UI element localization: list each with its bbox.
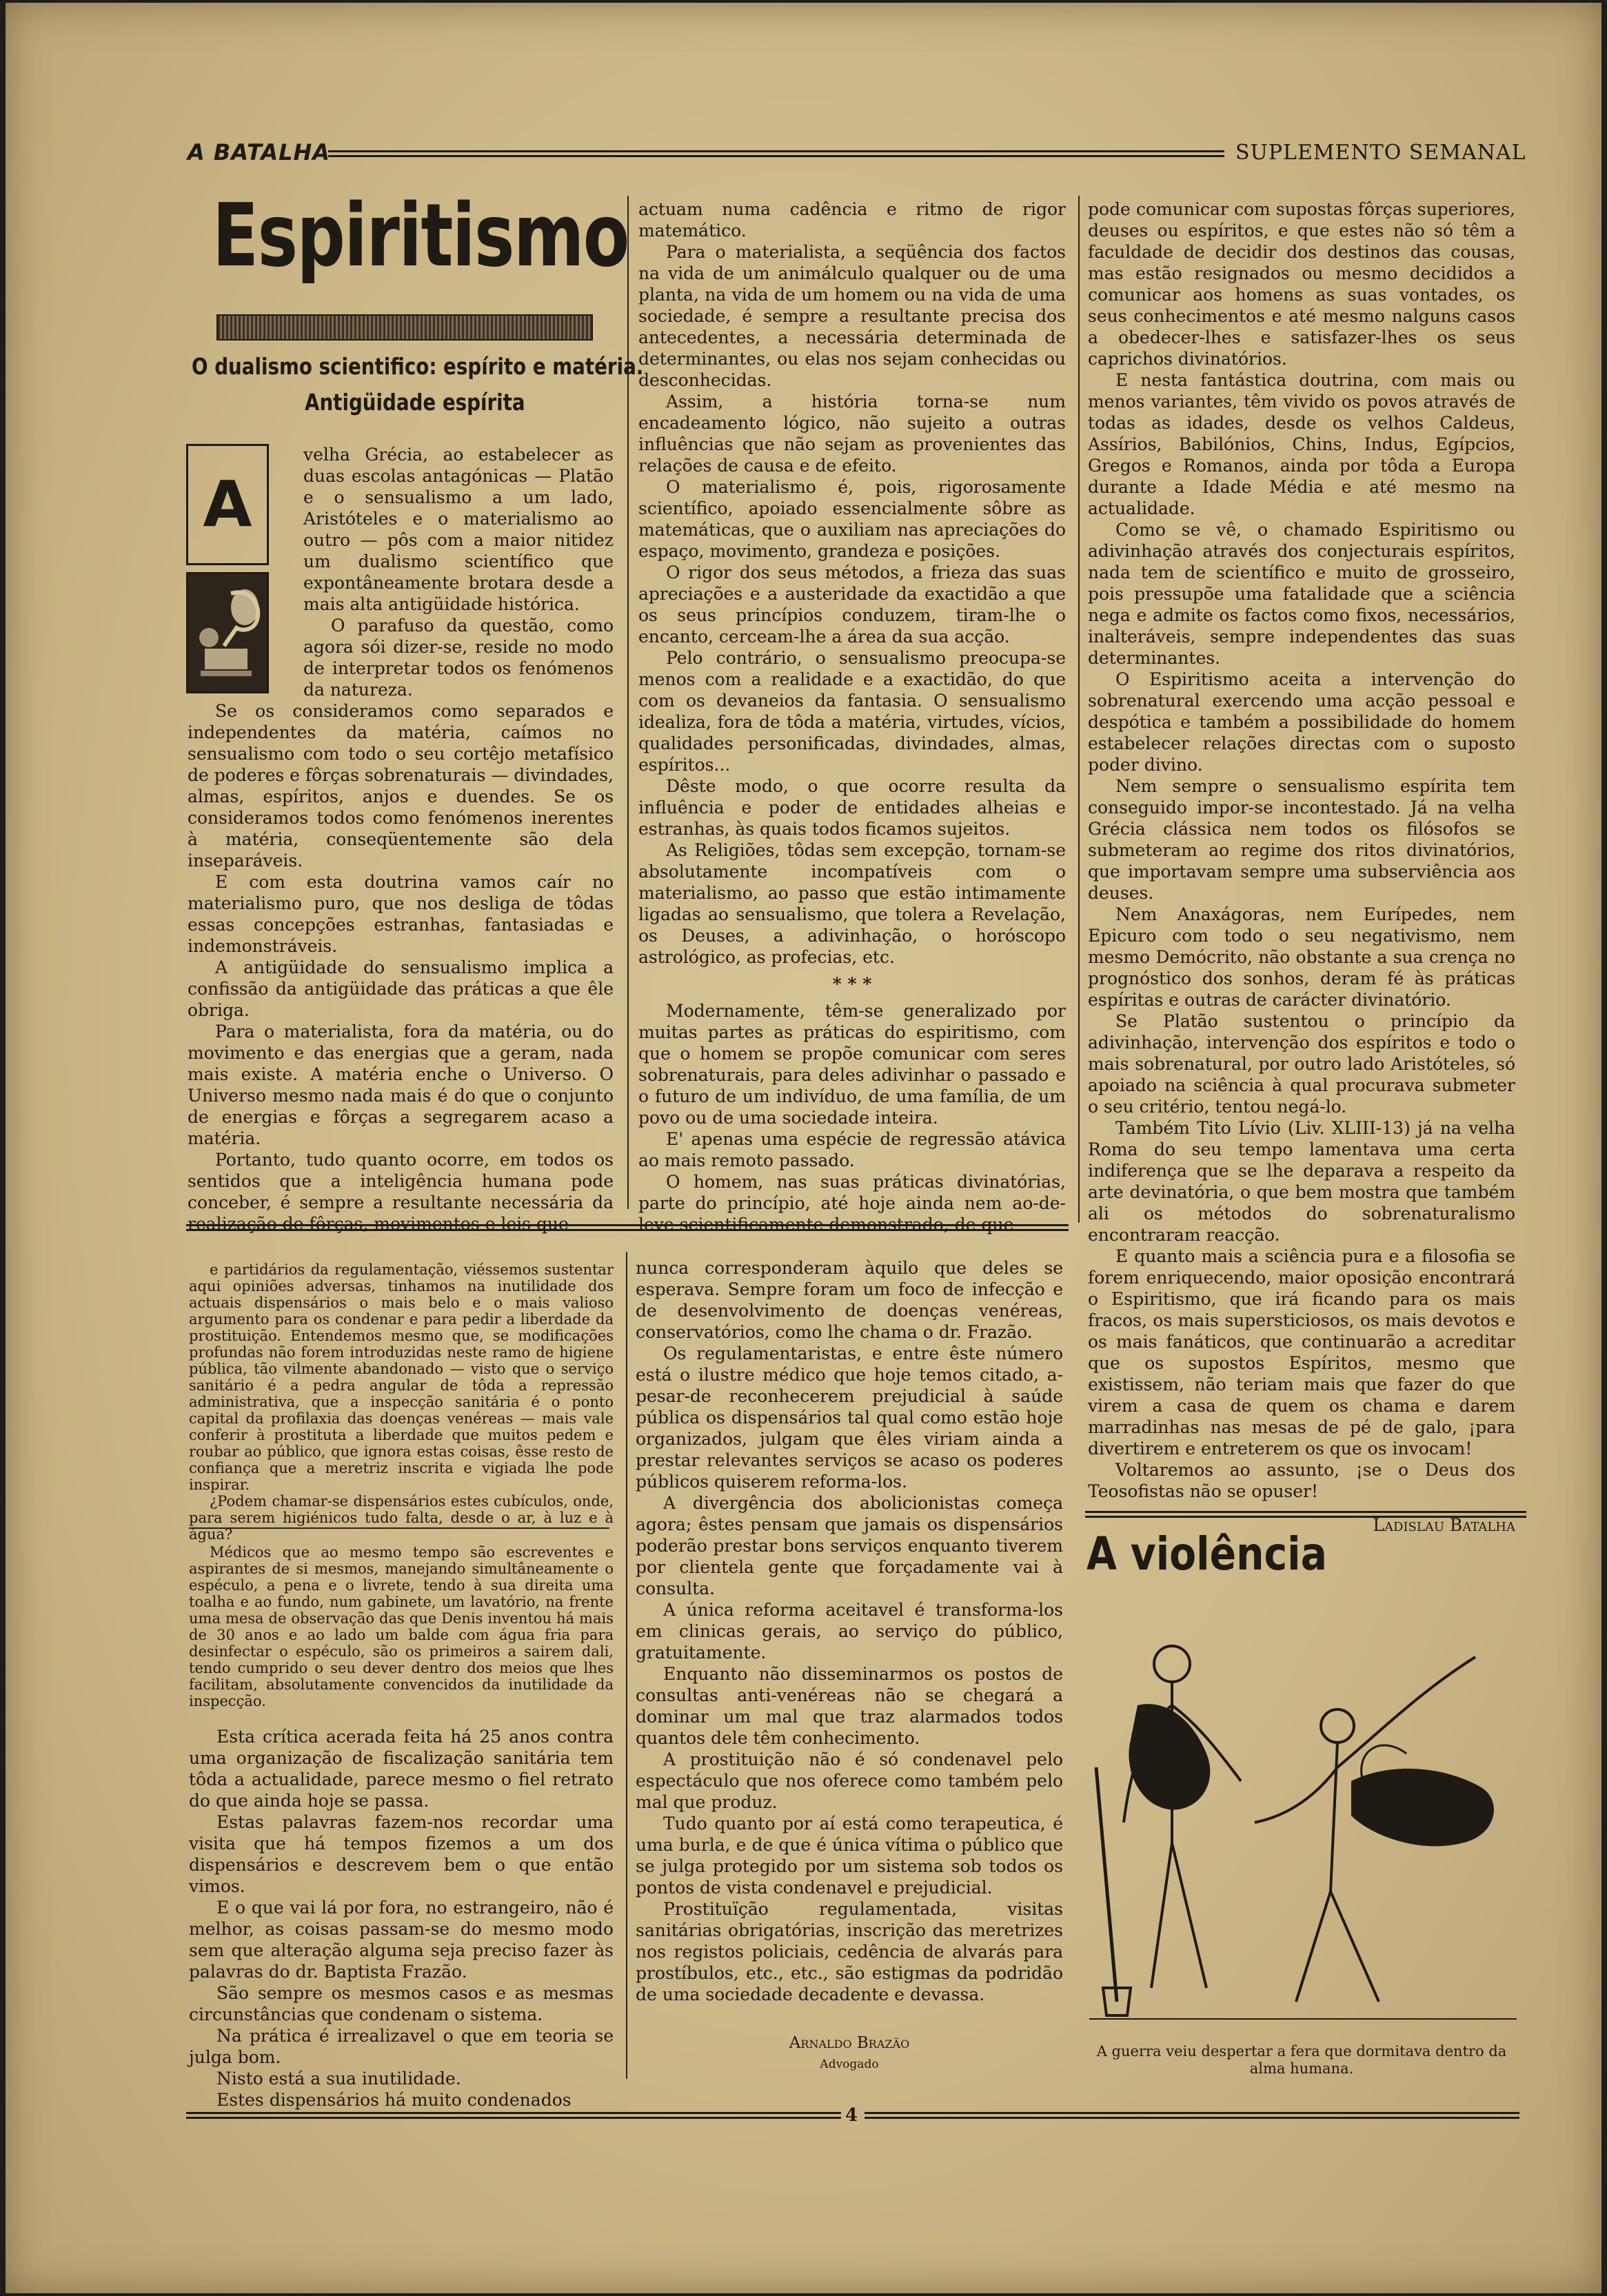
article1-col3-para-8: Também Tito Lívio (Liv. XLIII-13) já na velha Roma do seu tempo lamentava uma certa indiferença que se lhe deparava a respeito da arte devinatória, o que bem mostra que também ali os métodos do sobrenaturalismo encontraram reacção. (1088, 1118, 1515, 1245)
article2-signature: Arnaldo Brazão (789, 2034, 910, 2052)
section-label: SUPLEMENTO SEMANAL (1235, 141, 1526, 165)
article1-para-4: E com esta doutrina vamos caír no materialismo puro, que nos desliga de tôdas essas concepções estranhas, fantasiadas e indemonstráveis. (188, 872, 614, 956)
article1-col2-para-10: E' apenas uma espécie de regressão atávica ao mais remoto passado. (638, 1129, 1066, 1170)
article2-signature-role: Advogado (820, 2058, 879, 2071)
article1-col2-para-2: Para o materialista, a seqüência dos factos na vida de um animálculo qualquer ou de uma planta, na vida de um homem ou na vida de uma sociedade, é sempre a resultante precisa dos antecedentes, a necessária determinada de determinantes, ou elas nos sejam conhecidas ou desconhecidas. (638, 242, 1066, 390)
article1-col2-para-11: O homem, nas suas práticas divinatórias, parte do princípio, até hoje ainda nem ao-de-leve scientificamente demonstrado, de que (638, 1172, 1066, 1235)
title-ornament-bar (216, 314, 593, 341)
article2-para-6: Nisto está a sua inutilidade. (216, 2069, 461, 2089)
article2-col2-para-6: A prostituição não é só condenavel pelo espectáculo que nos oferece como também pelo mal que produz. (636, 1749, 1063, 1812)
column-divider (627, 196, 629, 1209)
article1-signature: Ladislau Batalha (1373, 1515, 1515, 1535)
article2-quote-1: e partidários da regulamentação, viéssemos sustentar aqui opiniões adversas, tinhamos na inutilidade dos actuais dispensários o mais belo e o mais valioso argumento para os condenar e para pedir a liberdade da prostituição. Entendemos mesmo que, se modificações profundas não forem introduzidas neste ramo de higiene pública, tão vilmente abandonado — visto que o serviço sanitário é a pedra angular de tôda a repressão administrativa, que a inspecção sanitária é o ponto capital da profilaxia das doenças venéreas — mais vale conferir à prostituta a liberdade que muitos pedem e roubar ao público, que ignora estas coisas, êsse resto de confiança que a meretriz inscrita e vigiada lhe pode inspirar. (189, 1261, 614, 1493)
section-separator: * * * (832, 974, 872, 994)
section-rule (186, 1224, 1069, 1231)
article2-col2-para-8: Prostituïção regulamentada, visitas sanitárias obrigatórias, inscrição das meretrizes nos registos policiais, cedência de alvarás para prostíbulos, etc., etc., são estigmas da podridão de uma sociedade decadente e devassa. (636, 1899, 1063, 2004)
article2-col2-para-1: nunca corresponderam àquilo que deles se esperava. Sempre foram um foco de infecção e de desenvolvimento de doenças venéreas, conservatórios, como lhe chama o dr. Frazão. (636, 1258, 1063, 1342)
article1-para-7: Portanto, tudo quanto ocorre, em todos os sentidos que a inteligência humana pode conceber, é sempre a resultante necessária da realização de fôrças, movimentos e leis que (188, 1150, 614, 1234)
article1-column-1 (188, 444, 614, 1235)
article-subtitle: O dualismo scientifico: espírito e matéria. (192, 353, 644, 380)
article2-para-1: Esta crítica acerada feita há 25 anos contra uma organização de fiscalização sanitária tem tôda a actualidade, parece mesmo o fiel retrato do que ainda hoje se passa. (189, 1727, 614, 1811)
article1-col2-para-4: O materialismo é, pois, rigorosamente scientífico, apoiado essencialmente sôbre as matemáticas, que o auxiliam nas apreciações do espaço, movimento, grandeza e posições. (638, 477, 1066, 561)
article2-col2-para-4: A única reforma aceitavel é transforma-los em clinicas gerais, ao serviço do público, gratuitamente. (636, 1600, 1063, 1663)
article2-para-3: E o que vai lá por fora, no estrangeiro, não é melhor, as coisas passam-se do mesmo modo sem que alteração alguma seja preciso fazer às palavras do dr. Baptista Frazão. (189, 1898, 614, 1982)
article1-col3-para-10: Voltaremos ao assunto, ¡se o Deus dos Teosofistas não se opuser! (1088, 1460, 1515, 1501)
article1-col3-para-4: O Espiritismo aceita a intervenção do sobrenatural exercendo uma acção pessoal e despótica e também a possibilidade do homem estabelecer relações directas com o suposto poder divino. (1088, 669, 1515, 775)
article1-col2-para-3: Assim, a história torna-se num encadeamento lógico, não sujeito a outras influências que não sejam as provenientes das relações de causa e de efeito. (638, 392, 1066, 476)
article2-col2-para-3: A divergência dos abolicionistas começa agora; êstes pensam que jamais os dispensários poderão prestar bons serviços enquanto tiverem por clientela gente que forçadamente vai à consulta. (636, 1493, 1063, 1598)
article2-para-7: Estes dispensários há muito condenados (216, 2090, 572, 2110)
newspaper-page (6, 3, 1601, 2293)
article1-column-2 (638, 199, 1066, 1235)
article2-quote-2: ¿Podem chamar-se dispensários estes cubículos, onde, para serem higiénicos tudo falta, desde o ar, à luz e à água? (189, 1493, 614, 1543)
violencia-caption: A guerra veiu despertar a fera que dormitava dentro da alma humana. (1096, 2043, 1507, 2077)
article1-col2-para-7: Dêste modo, o que ocorre resulta da influência e poder de entidades alheias e estranhas, às quais todos ficamos sujeitos. (638, 776, 1066, 839)
article2-para-4: São sempre os mesmos casos e as mesmas circunstâncias que condenam o sistema. (189, 1983, 614, 2024)
article2-col2-para-5: Enquanto não disseminarmos os postos de consultas anti-venéreas não se chegará a dominar um mal que traz alarmados todos quantos dele têm conhecimento. (636, 1664, 1063, 1748)
column-divider (626, 1252, 627, 2079)
article1-col3-para-3: Como se vê, o chamado Espiritismo ou adivinhação através dos conjecturais espíritos, nada tem de scientífico e muito de grosseiro, pois pressupõe uma fatalidade que a sciência nega e admite os factos como fixos, necessários, inalteráveis, sempre independentes das suas determinantes. (1088, 520, 1515, 668)
quote-divider (189, 1527, 609, 1529)
masthead-rule (328, 150, 1224, 157)
article1-col2-para-5: O rigor dos seus métodos, a frieza das suas apreciações e a austeridade da exactidão a que os seus princípios conduzem, tiram-lhe o encanto, cerceam-lhe a área da sua acção. (638, 562, 1066, 647)
drop-cap: A (186, 444, 269, 565)
article1-column-3 (1088, 199, 1515, 1536)
article2-quote-block-1 (189, 1261, 614, 1543)
article2-column-2 (636, 1257, 1063, 2075)
column-divider (1078, 196, 1080, 1223)
article1-col2-para-8: As Religiões, tôdas sem excepção, tornam-se absolutamente incompatíveis com o materialismo, ao passo que estão intimamente ligadas ao sensualismo, que tolera a Revelação, os Deuses, a adivinhação, o horóscopo astrológico, as profecias, etc. (638, 840, 1066, 967)
article1-col2-para-9: Modernamente, têm-se generalizado por muitas partes as práticas do espiritismo, com que o homem se propõe comunicar com seres sobrenaturais, para deles adivinhar o passado e o futuro de um indivíduo, de uma família, de um povo ou de uma sociedade inteira. (638, 1001, 1066, 1128)
masthead-logo: A BATALHA (188, 139, 331, 165)
footer-rule-left (186, 2112, 841, 2119)
article2-column-1 (189, 1726, 614, 2111)
violencia-top-rule (1085, 1511, 1526, 1518)
article1-col2-para-6: Pelo contrário, o sensualismo preocupa-se menos com a realidade e a exactidão, do que com os devaneios da fantasia. O sensualismo idealiza, fora de tôda a matéria, virtudes, vícios, qualidades personificadas, divindades, almas, espíritos... (638, 648, 1066, 775)
article1-col2-para-1: actuam numa cadência e ritmo de rigor matemático. (638, 199, 1066, 241)
war-beast-drawing-icon (1089, 1616, 1517, 2029)
article1-col3-para-1: pode comunicar com supostas fôrças superiores, deuses ou espíritos, e que estes não só têm a faculdade de decidir dos destinos das cousas, mas estão resignados ou mesmo decididos a comunicar aos homens as suas vontades, os seus conhecimentos e até mesmo nalguns casos a obedecer-lhes e satisfazer-lhes os seus caprichos divinatórios. (1088, 199, 1515, 369)
article1-col3-para-6: Nem Anaxágoras, nem Eurípedes, nem Epicuro com todo o seu negativismo, nem mesmo Demócrito, não obstante a sua crença no prognóstico dos sonhos, deram fé às práticas espíritas e outras de carácter divinatório. (1088, 904, 1515, 1010)
article2-col2-para-7: Tudo quanto por aí está como terapeutica, é uma burla, e de que é única vítima o público que se julga protegido por um sistema sob todos os pontos de vista condenavel e prejudicial. (636, 1814, 1063, 1898)
article1-para-5: A antigüidade do sensualismo implica a confissão da antigüidade das práticas a que êle obriga. (188, 957, 614, 1020)
footer-rule-right (865, 2112, 1519, 2119)
page-number: 4 (845, 2105, 858, 2126)
war-illustration (1089, 1616, 1517, 2029)
article2-col2-para-2: Os regulamentaristas, e entre êste número está o ilustre médico que hoje temos citado, a-pesar-de reconhecerem prejudicial à saúde pública os dispensários tal qual como estão hoje organizados, julgam que êles viriam ainda a prestar relevantes serviços se acaso os poderes públicos quiserem reforma-los. (636, 1343, 1063, 1492)
article2-para-2: Estas palavras fazem-nos recordar uma visita que há tempos fizemos a um dos dispensários e descrevem bem o que então vimos. (189, 1812, 614, 1896)
article2-quote-block-2 (189, 1544, 614, 1709)
article2-para-5: Na prática é irrealizavel o que em teoria se julga bom. (189, 2026, 614, 2067)
article-title: Espiritismo (212, 185, 629, 286)
article1-col3-para-7: Se Platão sustentou o princípio da adivinhação, intervenção dos espíritos e todo o mais sobrenatural, por outro lado Aristóteles, só apoiado na sciência à qual procurava submeter o seu critério, tentou negá-lo. (1088, 1011, 1515, 1117)
article1-para-2: O parafuso da questão, como agora sói dizer-se, reside no modo de interpretar todos os fenómenos da natureza. (303, 616, 614, 700)
article2-quote-3: Médicos que ao mesmo tempo são escreventes e aspirantes de si mesmos, manejando simultâneamente o espéculo, a pena e o livrete, tendo à sua direita uma toalha e ao fundo, num gabinete, um lavatório, na frente uma mesa de observação das que Denis inventou há mais de 30 anos e ao lado um balde com água fria para desinfectar o espéculo, são os primeiros a sairem dali, tendo cumprido o seu dever dentro dos meios que lhes facilitam, absolutamente convencidos da inutilidade da inspecção. (189, 1544, 614, 1709)
article-subtitle-2: Antigüidade espírita (305, 389, 525, 416)
article1-col3-para-5: Nem sempre o sensualismo espírita tem conseguido impor-se incontestado. Já na velha Grécia clássica nem todos os filósofos se submeteram ao regime dos ritos divinatórios, que importavam sempre uma subserviência aos deuses. (1088, 776, 1515, 903)
article1-para-6: Para o materialista, fora da matéria, ou do movimento e das energias que a geram, nada mais existe. A matéria enche o Universo. O Universo mesmo nada mais é do que o conjunto de energias e fôrças a segregarem acaso a matéria. (188, 1022, 614, 1148)
article1-col3-para-9: E quanto mais a sciência pura e a filosofia se forem enriquecendo, maior oposição encontrará o Espiritismo, que irá ficando para os mais fracos, os mais supersticiosos, os mais devotos e os mais fanáticos, que continuarão a acreditar que os supostos Espíritos, mesmo que existissem, não teriam mais que fazer do que virem a casa de quem os chama e darem marradinhas nas mesas de pé de galo, ¡para divertirem e entreterem os que os invocam! (1088, 1246, 1515, 1459)
article1-para-1: velha Grécia, ao estabelecer as duas escolas antagónicas — Platão e o sensualismo a um lado, Aristóteles e o materialismo ao outro — pôs com a maior nitidez um dualismo scientífico que expontâneamente brotara desde a mais alta antigüidade histórica. (303, 445, 614, 614)
article1-para-3: Se os consideramos como separados e independentes da matéria, caímos no sensualismo com todo o seu cortêjo metafísico de poderes e fôrças sobrenaturais — divindades, almas, espíritos, anjos e duendes. Se os consideramos todos como fenómenos inerentes à matéria, conseqüentemente são dela inseparáveis. (188, 701, 614, 871)
article1-col3-para-2: E nesta fantástica doutrina, com mais ou menos variantes, têm vivido os povos através de todas as idades, desde os velhos Caldeus, Assírios, Babilónios, Chins, Indus, Egípcios, Gregos e Romanos, ainda por tôda a Europa durante a Idade Média e até mesmo na actualidade. (1088, 370, 1515, 518)
violencia-title: A violência (1087, 1527, 1327, 1581)
